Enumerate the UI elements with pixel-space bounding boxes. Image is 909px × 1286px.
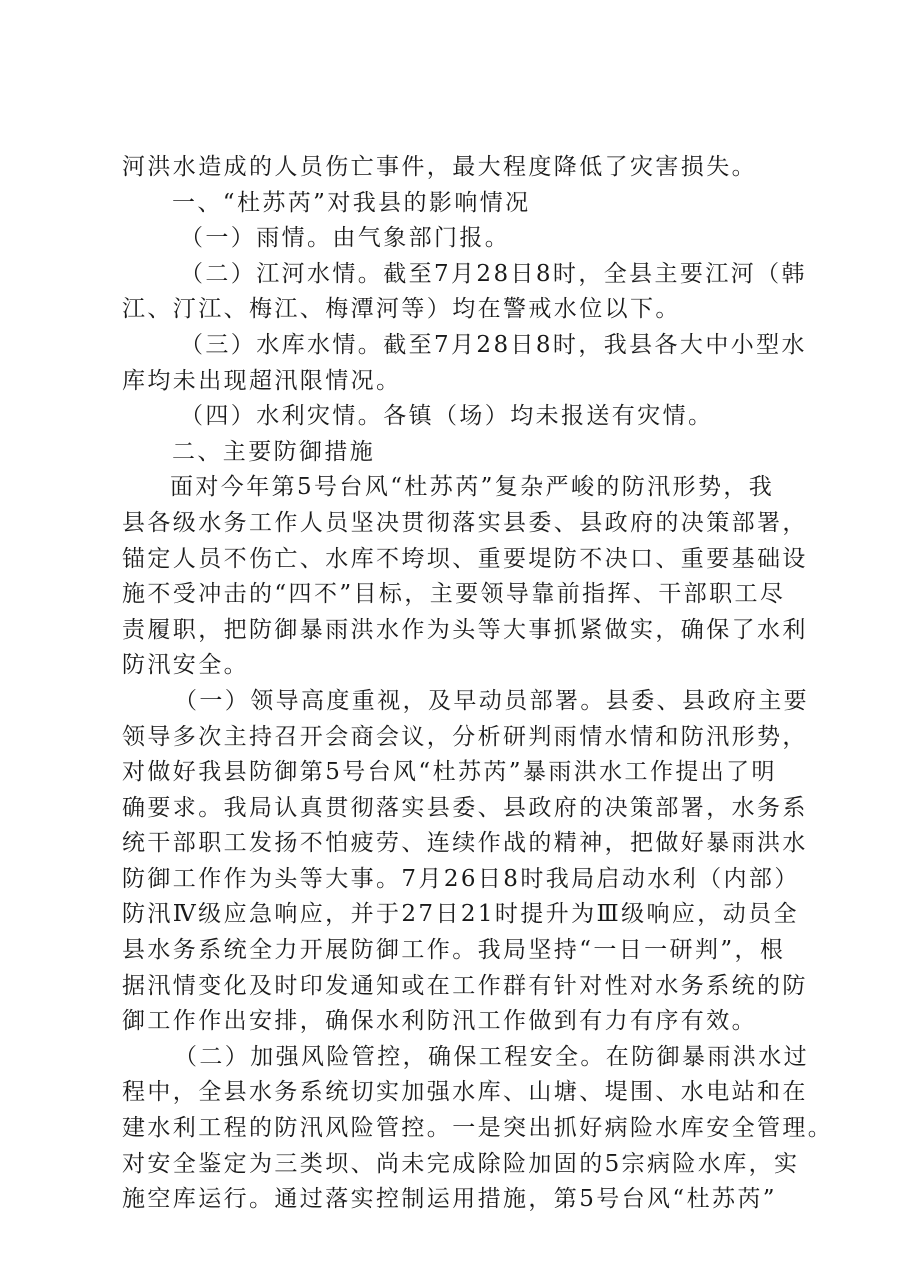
paragraph-line: 领导多次主持召开会商会议，分析研判雨情水情和防汛形势， xyxy=(122,723,808,750)
section-heading: 二、主要防御措施 xyxy=(172,438,376,465)
subsection-line: （二）江河水情。截至7月28日8时，全县主要江河（韩 xyxy=(180,260,807,287)
paragraph-line: 对安全鉴定为三类坝、尚未完成除险加固的5宗病险水库，实 xyxy=(122,1150,800,1177)
paragraph-line: 建水利工程的防汛风险管控。一是突出抓好病险水库安全管理。 xyxy=(122,1115,834,1142)
paragraph-line: 施不受冲击的“四不”目标，主要领导靠前指挥、干部职工尽 xyxy=(122,581,786,608)
paragraph-line: 程中，全县水务系统切实加强水库、山塘、堤围、水电站和在 xyxy=(122,1079,808,1106)
section-heading: 一、“杜苏芮”对我县的影响情况 xyxy=(172,189,531,216)
paragraph-line: 河洪水造成的人员伤亡事件，最大程度降低了灾害损失。 xyxy=(122,154,757,180)
paragraph-line: 江、汀江、梅江、梅潭河等）均在警戒水位以下。 xyxy=(122,296,681,323)
paragraph-line: 锚定人员不伤亡、水库不垮坝、重要堤防不决口、重要基础设 xyxy=(122,545,808,572)
paragraph-line: 责履职，把防御暴雨洪水作为头等大事抓紧做实，确保了水利 xyxy=(122,616,808,643)
paragraph-line: 确要求。我局认真贯彻落实县委、县政府的决策部署，水务系 xyxy=(122,794,808,821)
subsection-line: （三）水库水情。截至7月28日8时，我县各大中小型水 xyxy=(180,331,807,358)
paragraph-line: 施空库运行。通过落实控制运用措施，第5号台风“杜苏芮” xyxy=(122,1186,777,1213)
paragraph-line: 统干部职工发扬不怕疲劳、连续作战的精神，把做好暴雨洪水 xyxy=(122,830,808,857)
paragraph-line: 对做好我县防御第5号台风“杜苏芮”暴雨洪水工作提出了明 xyxy=(122,759,777,786)
paragraph-line: 据汛情变化及时印发通知或在工作群有针对性对水务系统的防 xyxy=(122,972,808,999)
paragraph-line: 库均未出现超汛限情况。 xyxy=(122,367,402,394)
subsection-line: （四）水利灾情。各镇（场）均未报送有灾情。 xyxy=(180,403,714,430)
subsection-line: （一）雨情。由气象部门报。 xyxy=(180,225,511,252)
paragraph-line: 面对今年第5号台风“杜苏芮”复杂严峻的防汛形势，我 xyxy=(170,474,775,501)
paragraph-line: 御工作作出安排，确保水利防汛工作做到有力有序有效。 xyxy=(122,1008,757,1035)
paragraph-line: 防汛安全。 xyxy=(122,652,249,679)
document-body xyxy=(122,150,834,1218)
paragraph-line: 防汛Ⅳ级应急响应，并于27日21时提升为Ⅲ级响应，动员全 xyxy=(122,901,799,928)
paragraph-line: 县各级水务工作人员坚决贯彻落实县委、县政府的决策部署， xyxy=(122,509,808,536)
subsection-line: （二）加强风险管控，确保工程安全。在防御暴雨洪水过 xyxy=(174,1043,809,1070)
paragraph-line: 县水务系统全力开展防御工作。我局坚持“一日一研判”，根 xyxy=(122,937,786,964)
subsection-line: （一）领导高度重视，及早动员部署。县委、县政府主要 xyxy=(174,687,809,714)
paragraph-line: 防御工作作为头等大事。7月26日8时我局启动水利（内部） xyxy=(122,865,800,892)
